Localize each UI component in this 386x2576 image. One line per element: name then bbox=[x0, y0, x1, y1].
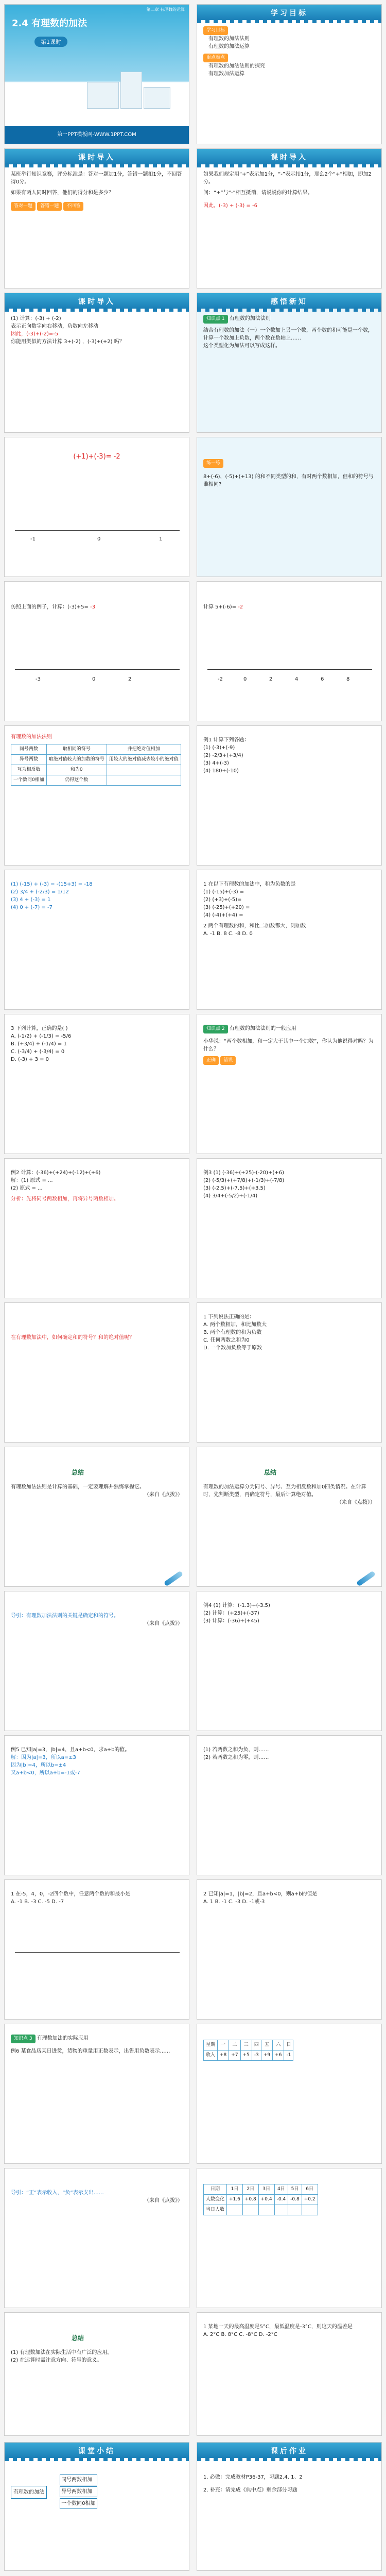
table-header-row bbox=[204, 2040, 293, 2050]
slide-header bbox=[197, 5, 381, 20]
cell bbox=[258, 2205, 274, 2215]
tick-label: 2 bbox=[128, 676, 132, 682]
slide-17[interactable] bbox=[4, 1158, 189, 1298]
slide-33[interactable] bbox=[4, 2312, 189, 2436]
slide-body bbox=[11, 733, 183, 860]
list-item: (4) 3/4+(-5/2)+(-1/4) bbox=[203, 1193, 258, 1199]
slide-body bbox=[203, 1746, 375, 1870]
cell: 并把绝对值相加 bbox=[107, 744, 181, 755]
tick-label: 4 bbox=[295, 676, 299, 682]
slide-header bbox=[5, 2443, 189, 2458]
slide-title: 课时导入 bbox=[78, 154, 115, 162]
list-item: C. 任何两数之和为0 bbox=[203, 1337, 250, 1343]
rules-table bbox=[11, 744, 181, 786]
slide-25[interactable] bbox=[4, 1735, 189, 1875]
summary-title: 总结 bbox=[264, 1469, 277, 1476]
slide-19[interactable] bbox=[4, 1302, 189, 1443]
slide-18[interactable] bbox=[197, 1158, 382, 1298]
cell: +1.6 bbox=[227, 2195, 243, 2205]
cube-shape bbox=[120, 72, 142, 109]
text-p: 例3 (1) (-36)+(+25)-(-20)+(+6) bbox=[203, 1170, 284, 1176]
text-p: 1 在-5，4，0，-2四个数中，任意两个数的和最小是 bbox=[11, 1891, 131, 1897]
data-table bbox=[203, 2040, 293, 2061]
slide-body bbox=[203, 2040, 375, 2158]
text-p: 例4 (1) 计算：(-1.3)+(-3.5) bbox=[203, 1603, 270, 1608]
cell: 异号两数 bbox=[11, 755, 47, 765]
slide-goals[interactable] bbox=[197, 4, 382, 144]
slide-header bbox=[5, 149, 189, 164]
cell: 用较大的绝对值减去较小的绝对值 bbox=[107, 755, 181, 765]
cell bbox=[227, 2205, 243, 2215]
slide-body bbox=[203, 2184, 375, 2302]
list-item: (2) (+3)+(-5)= bbox=[203, 897, 242, 903]
slide-body bbox=[203, 2473, 375, 2565]
tick-label: 8 bbox=[346, 676, 350, 682]
header-cell: 三 bbox=[240, 2040, 252, 2050]
practice-chip: 练一练 bbox=[203, 459, 223, 468]
cell: +9 bbox=[261, 2050, 272, 2061]
goal-chip: 重点难点 bbox=[203, 54, 228, 62]
knowledge-chip: 知识点 2 bbox=[203, 1025, 228, 1033]
text-p: 例1 计算下列各题： bbox=[203, 737, 250, 743]
slide-21[interactable] bbox=[4, 1447, 189, 1587]
cell: -0.8 bbox=[288, 2195, 302, 2205]
goal-item: 有理数的加法运算 bbox=[208, 44, 250, 49]
number-line bbox=[15, 1952, 180, 1953]
table-row bbox=[11, 744, 181, 755]
table-row bbox=[11, 755, 181, 765]
slide-20[interactable] bbox=[197, 1302, 382, 1443]
slide-5[interactable] bbox=[4, 293, 189, 433]
text-p: 计算 5+(-6)= bbox=[203, 604, 237, 610]
slide-30[interactable] bbox=[197, 2024, 382, 2164]
option: B. (+3/4) + (-1/4) = 1 bbox=[11, 1041, 67, 1047]
text-eq: (+1)+(-3)= -2 bbox=[73, 453, 120, 461]
header-cell: 4日 bbox=[274, 2184, 288, 2195]
text-p: 结合有理数的加法（一）一个数加上另一个数，两个数的和可能是一个数，计算一个数加上负数，两个数在数轴上…… bbox=[203, 328, 373, 341]
cell bbox=[107, 775, 181, 786]
slide-header bbox=[197, 149, 381, 164]
cover-lesson: 第1课时 bbox=[34, 37, 67, 47]
tick-label: -1 bbox=[30, 536, 36, 542]
knowledge-text: 有理数加法的实际应用 bbox=[37, 2036, 89, 2041]
slide-body bbox=[203, 603, 375, 716]
summary-title: 总结 bbox=[72, 1469, 84, 1476]
table-row bbox=[204, 2195, 318, 2205]
slide-8[interactable] bbox=[197, 437, 382, 577]
text-p: 因此，(-3)+(-2)=-5 bbox=[11, 331, 59, 337]
source: （来自《点拨》） bbox=[144, 1492, 183, 1498]
list-item: (2) (-5/3)+(+7/8)+(-1/3)+(-7/8) bbox=[203, 1178, 285, 1183]
table-title: 有理数的加法法则 bbox=[11, 734, 52, 740]
list-item: (4) (-4)+(+4) = bbox=[203, 912, 243, 918]
list-item: (1) (-15)+(-3) = bbox=[203, 889, 244, 895]
slide-body bbox=[203, 736, 375, 860]
cell: +5 bbox=[240, 2050, 252, 2061]
slide-body bbox=[203, 26, 375, 139]
text-p: 例6 某食品店某日进货，货物的重量用正数表示，出售用负数表示…… bbox=[11, 2048, 170, 2054]
cover-brand: 第一PPT模板网-WWW.1PPT.COM bbox=[5, 126, 189, 144]
cube-shape bbox=[144, 87, 170, 109]
slide-body bbox=[11, 315, 183, 427]
tick-label: 1 bbox=[159, 536, 163, 542]
text-p: 仿照上面的例子，计算：(-3)+5= bbox=[11, 604, 89, 610]
slide-body bbox=[203, 171, 375, 283]
cell: 和为0 bbox=[46, 765, 107, 775]
cell: +8 bbox=[218, 2050, 229, 2061]
mindmap-branch: 一个数同0相加 bbox=[60, 2498, 97, 2509]
slide-body bbox=[11, 1169, 183, 1293]
cell: +0.4 bbox=[258, 2195, 274, 2205]
slide-15[interactable] bbox=[4, 1014, 189, 1154]
list-item: (2) 原式 = ... bbox=[11, 1185, 43, 1191]
list-item: A. 两个数相加，和比加数大 bbox=[203, 1322, 267, 1328]
list-item: B. 两个有理数的和为负数 bbox=[203, 1330, 262, 1335]
cell: -3 bbox=[252, 2050, 261, 2061]
list-item: (1) (-3)+(-9) bbox=[203, 745, 235, 751]
text-p: 例5 已知|a|=3，|b|=4，且a+b<0，求a+b的值。 bbox=[11, 1747, 130, 1753]
options: A. -1 B. 8 C. -8 D. 0 bbox=[203, 931, 253, 937]
tick-label: 6 bbox=[321, 676, 324, 682]
list-item: (4) 180+(-10) bbox=[203, 768, 239, 774]
slide-header bbox=[197, 2443, 381, 2458]
mindmap-branch: 同号两数相加 bbox=[60, 2475, 97, 2485]
text-p: (1) 有理数加法在实际生活中有广泛的应用。 bbox=[11, 2350, 113, 2355]
slide-body bbox=[203, 315, 375, 427]
slide-body bbox=[11, 1025, 183, 1148]
note: 分析：先将同号两数相加，再将异号两数相加。 bbox=[11, 1196, 119, 1202]
slide-cover[interactable] bbox=[4, 4, 189, 144]
cell: -0.4 bbox=[274, 2195, 288, 2205]
answer: -2 bbox=[238, 604, 243, 610]
slide-title: 学习目标 bbox=[271, 9, 308, 18]
knowledge-text: 有理数的加法法则的一般应用 bbox=[229, 1026, 296, 1031]
slide-body bbox=[203, 1483, 375, 1581]
text-p: 3 下列计算，正确的是( ) bbox=[11, 1026, 68, 1031]
slide-32[interactable] bbox=[197, 2168, 382, 2308]
goal-item: 有理数加法运算 bbox=[208, 71, 244, 77]
header-cell: 3日 bbox=[258, 2184, 274, 2195]
number-line bbox=[15, 530, 180, 531]
cell: 仍得这个数 bbox=[46, 775, 107, 786]
cover-title: 2.4 有理数的加法 bbox=[12, 18, 87, 29]
header-cell: 六 bbox=[273, 2040, 284, 2050]
header-cell: 2日 bbox=[242, 2184, 258, 2195]
cell: -1 bbox=[284, 2050, 293, 2061]
slide-body bbox=[11, 2035, 183, 2158]
text-p: 1 在以下有理数的加法中，和为负数的是 bbox=[203, 882, 296, 887]
source: （来自《点拨》） bbox=[144, 2198, 183, 2204]
list-item: (3) 计算：(-36)+(+45) bbox=[203, 1618, 259, 1624]
text-p: 如果我们规定用“+”表示加1分，“-”表示扣1分，那么2个“+”相加，即加2分。 bbox=[203, 172, 372, 185]
knowledge-text: 有理数的加法法则 bbox=[229, 316, 271, 321]
text-p: 1 下列说法正确的是： bbox=[203, 1314, 255, 1320]
slide-27[interactable] bbox=[4, 1879, 189, 2020]
text-p: (2) 在运算时需注意方向、符号的意义。 bbox=[11, 2358, 102, 2363]
slide-body bbox=[11, 171, 183, 283]
list-item: (2) -2/3+(+3/4) bbox=[203, 753, 243, 758]
list-item: (1) (-15) + (-3) = -(15+3) = -18 bbox=[11, 882, 93, 887]
text-p: 某班举行知识竞赛，评分标准是：答对一题加1分，答错一题扣1分，不回答得0分。 bbox=[11, 172, 182, 185]
slide-11[interactable] bbox=[4, 725, 189, 866]
opt-chip: 正确 bbox=[203, 1056, 219, 1065]
tick-label: 0 bbox=[243, 676, 247, 682]
opt-chip: 答错一题 bbox=[37, 202, 62, 211]
table-row bbox=[204, 2050, 293, 2061]
table-header-row bbox=[204, 2184, 318, 2195]
cell: 取相同的符号 bbox=[46, 744, 107, 755]
slide-body bbox=[203, 1169, 375, 1293]
text-p: 2 两个有理数的和，和比二加数都大，则加数 bbox=[203, 923, 306, 929]
slide-title: 课后作业 bbox=[271, 2447, 308, 2455]
cell bbox=[288, 2205, 302, 2215]
cell: 取绝对值较大的加数的符号 bbox=[46, 755, 107, 765]
slide-title: 课时导入 bbox=[271, 154, 308, 162]
slide-34[interactable] bbox=[197, 2312, 382, 2436]
list-item: 因为|b|=4，所以b=±4 bbox=[11, 1762, 66, 1768]
summary-title: 总结 bbox=[72, 2334, 84, 2342]
slide-body bbox=[203, 459, 375, 571]
slide-9[interactable] bbox=[4, 581, 189, 721]
slide-body bbox=[11, 1334, 183, 1437]
list-item: (2) 3/4 + (-2/3) = 1/12 bbox=[11, 889, 69, 895]
slide-23[interactable] bbox=[4, 1591, 189, 1731]
cell bbox=[302, 2205, 318, 2215]
goal-item: 有理数的加法法则的探究 bbox=[208, 63, 265, 69]
slide-body bbox=[11, 2349, 183, 2430]
table-row bbox=[11, 775, 181, 786]
cell: +0.2 bbox=[302, 2195, 318, 2205]
cell bbox=[107, 765, 181, 775]
mindmap-branch: 异号两数相加 bbox=[60, 2486, 97, 2497]
list-item: 解：因为|a|=3，所以a=±3 bbox=[11, 1755, 76, 1760]
slide-header bbox=[5, 293, 189, 309]
list-item: 解：(1) 原式 = ... bbox=[11, 1178, 53, 1183]
header-cell: 一 bbox=[218, 2040, 229, 2050]
cell: 人数变化 bbox=[204, 2195, 227, 2205]
slide-body bbox=[11, 2473, 183, 2565]
number-line bbox=[207, 669, 372, 670]
cell: +0.8 bbox=[242, 2195, 258, 2205]
number-line bbox=[15, 669, 180, 670]
homework-item: 1. 必做：完成教材P36-37，习题2.4. 1、2 bbox=[203, 2475, 303, 2480]
text-p: 你能用类似的方法计算 3+(-2) ，(-3)+(+2) 吗？ bbox=[11, 339, 125, 345]
header-cell: 5日 bbox=[288, 2184, 302, 2195]
text-p: 这个类型化为加法可以写成这样。 bbox=[203, 343, 280, 349]
cell: 当日人数 bbox=[204, 2205, 227, 2215]
goal-item: 有理数的加法法则 bbox=[208, 36, 250, 42]
source: （来自《点拨》） bbox=[144, 1621, 183, 1626]
text-p: 2 已知|a|=1，|b|=2，且a+b<0，则a+b的值是 bbox=[203, 1891, 318, 1897]
cover-header: 第二章 有理数的运算 bbox=[146, 7, 185, 12]
tick-label: -2 bbox=[218, 676, 223, 682]
mindmap-center: 有理数的加法 bbox=[11, 2486, 47, 2499]
table-row bbox=[11, 765, 181, 775]
slide-body bbox=[203, 1313, 375, 1437]
slide-14[interactable] bbox=[197, 870, 382, 1010]
slide-26[interactable] bbox=[197, 1735, 382, 1875]
tick-label: 0 bbox=[97, 536, 101, 542]
knowledge-chip: 知识点 3 bbox=[11, 2035, 36, 2043]
text-p: 有理数加法法则是计算的基础，一定要理解并熟练掌握它。 bbox=[11, 1484, 145, 1490]
options: A. -1 B. -3 C. -5 D. -7 bbox=[11, 1899, 64, 1905]
text-p: 小华说：“两个数相加，和一定大于其中一个加数”，你认为他说得对吗？为什么？ bbox=[203, 1039, 374, 1052]
knowledge-chip: 知识点 1 bbox=[203, 315, 228, 324]
slide-body bbox=[11, 603, 183, 716]
list-item: (3) 4+(-3) bbox=[203, 760, 229, 766]
slide-12[interactable] bbox=[197, 725, 382, 866]
list-item: D. 一个数加负数等于原数 bbox=[203, 1345, 262, 1351]
header-cell: 星期 bbox=[204, 2040, 218, 2050]
header-cell: 日期 bbox=[204, 2184, 227, 2195]
cell: +6 bbox=[273, 2050, 284, 2061]
text-eq: 因此，(-3) + (-3) = -6 bbox=[203, 203, 257, 209]
list-item: (4) 0 + (-7) = -7 bbox=[11, 905, 52, 910]
text-p: 导引：有理数加法法则的关键是确定和的符号。 bbox=[11, 1613, 119, 1619]
slide-header bbox=[197, 293, 381, 309]
cell bbox=[242, 2205, 258, 2215]
text-p: 有理数的加法运算分为同号、异号、互为相反数和加0四类情况。在计算时，先判断类型，再确定符号，最后计算绝对值。 bbox=[203, 1484, 366, 1498]
slide-title: 课时导入 bbox=[78, 298, 115, 306]
text-p: 例2 计算：(-36)+(+24)+(-12)+(+6) bbox=[11, 1170, 101, 1176]
text-p: 导引：“正”表示收入，“负”表示支出…… bbox=[11, 2190, 104, 2196]
slide-title: 课堂小结 bbox=[78, 2447, 115, 2455]
options: A. 1 B. -1 C. -3 D. -1或-3 bbox=[203, 1899, 265, 1905]
header-cell: 四 bbox=[252, 2040, 261, 2050]
slide-body bbox=[11, 1483, 183, 1581]
slide-29[interactable] bbox=[4, 2024, 189, 2164]
text-p: 在有理数加法中，如何确定和的符号？和的绝对值呢？ bbox=[11, 1335, 134, 1341]
option: D. (-3) + 3 = 0 bbox=[11, 1057, 49, 1062]
text-p: 问：“+”与“-”相互抵消，请说说你的计算结果。 bbox=[203, 190, 313, 196]
slide-body bbox=[11, 1746, 183, 1870]
slide-16[interactable] bbox=[197, 1014, 382, 1154]
slide-7[interactable] bbox=[4, 437, 189, 577]
slide-3[interactable] bbox=[4, 148, 189, 289]
slide-body bbox=[203, 2323, 375, 2430]
slide-body bbox=[203, 1602, 375, 1725]
slide-6[interactable] bbox=[197, 293, 382, 433]
list-item: (2) 计算：(+25)+(-37) bbox=[203, 1611, 259, 1616]
text-q: 如果有两人同时回答，他们的得分和是多少？ bbox=[11, 190, 114, 196]
list-item: 又a+b<0，所以a+b=-1或-7 bbox=[11, 1770, 80, 1776]
opt-chip: 不回答 bbox=[63, 202, 83, 211]
slide-22[interactable] bbox=[197, 1447, 382, 1587]
source: （来自《点拨》） bbox=[337, 1500, 375, 1505]
answer: -3 bbox=[90, 604, 96, 610]
goal-chip: 学习目标 bbox=[203, 26, 228, 35]
slide-body bbox=[203, 1890, 375, 2014]
list-item: (3) 4 + (-3) = 1 bbox=[11, 897, 51, 903]
slide-10[interactable] bbox=[197, 581, 382, 721]
text-p: 表示正向数字向右移动，负数向左移动 bbox=[11, 324, 98, 329]
slide-24[interactable] bbox=[197, 1591, 382, 1731]
header-cell: 五 bbox=[261, 2040, 272, 2050]
list-item: (3) (-2.5)+(-7.5)+(+3.5) bbox=[203, 1185, 266, 1191]
options: A. 2°C B. 8°C C. -8°C D. -2°C bbox=[203, 2332, 277, 2337]
slide-31[interactable] bbox=[4, 2168, 189, 2308]
table-row bbox=[204, 2205, 318, 2215]
text-p: (2) 若两数之和为零，则…… bbox=[203, 1755, 269, 1760]
list-item: (3) (-25)+(+20) = bbox=[203, 905, 250, 910]
cell bbox=[274, 2205, 288, 2215]
cell: 互为相反数 bbox=[11, 765, 47, 775]
slide-35[interactable] bbox=[4, 2442, 189, 2571]
header-cell: 1日 bbox=[227, 2184, 243, 2195]
header-cell: 6日 bbox=[302, 2184, 318, 2195]
data-table bbox=[203, 2184, 318, 2215]
text-p: 1 某地一天的最高温度是5°C，最低温度是-3°C，则这天的温差是 bbox=[203, 2324, 353, 2330]
slide-body bbox=[11, 1612, 183, 1725]
slide-4[interactable] bbox=[197, 148, 382, 289]
option: C. (-3/4) + (-3/4) = 0 bbox=[11, 1049, 65, 1055]
header-cell: 日 bbox=[284, 2040, 293, 2050]
homework-item: 2. 补充：请完成《典中点》剩余部分习题 bbox=[203, 2487, 297, 2493]
text-p: (1) 计算：(-3) + (-2) bbox=[11, 316, 61, 321]
text-p: 8+(-6)，(-5)+(+13) 的和不同类型的和，有时两个数相加，但和的符号与谁相同? bbox=[203, 474, 374, 487]
cell: +7 bbox=[229, 2050, 240, 2061]
slide-36[interactable] bbox=[197, 2442, 382, 2571]
header-cell: 二 bbox=[229, 2040, 240, 2050]
tick-label: 0 bbox=[92, 676, 96, 682]
slide-28[interactable] bbox=[197, 1879, 382, 2020]
slide-title: 感悟新知 bbox=[271, 298, 308, 306]
slide-body bbox=[203, 1025, 375, 1148]
slide-body bbox=[11, 880, 183, 1004]
opt-chip: 答对一题 bbox=[11, 202, 36, 211]
tick-label: 2 bbox=[269, 676, 273, 682]
slide-body bbox=[11, 2189, 183, 2302]
tick-label: -3 bbox=[36, 676, 41, 682]
slide-body bbox=[203, 880, 375, 1004]
cell: 收入 bbox=[204, 2050, 218, 2061]
slide-body bbox=[11, 453, 183, 571]
option: A. (-1/2) + (-1/3) = -5/6 bbox=[11, 1033, 72, 1039]
slide-13[interactable] bbox=[4, 870, 189, 1010]
cube-shape bbox=[87, 82, 119, 109]
cell: 一个数同0相加 bbox=[11, 775, 47, 786]
cell: 同号两数 bbox=[11, 744, 47, 755]
text-p: (1) 若两数之和为负，则…… bbox=[203, 1747, 269, 1753]
opt-chip: 错误 bbox=[220, 1056, 236, 1065]
